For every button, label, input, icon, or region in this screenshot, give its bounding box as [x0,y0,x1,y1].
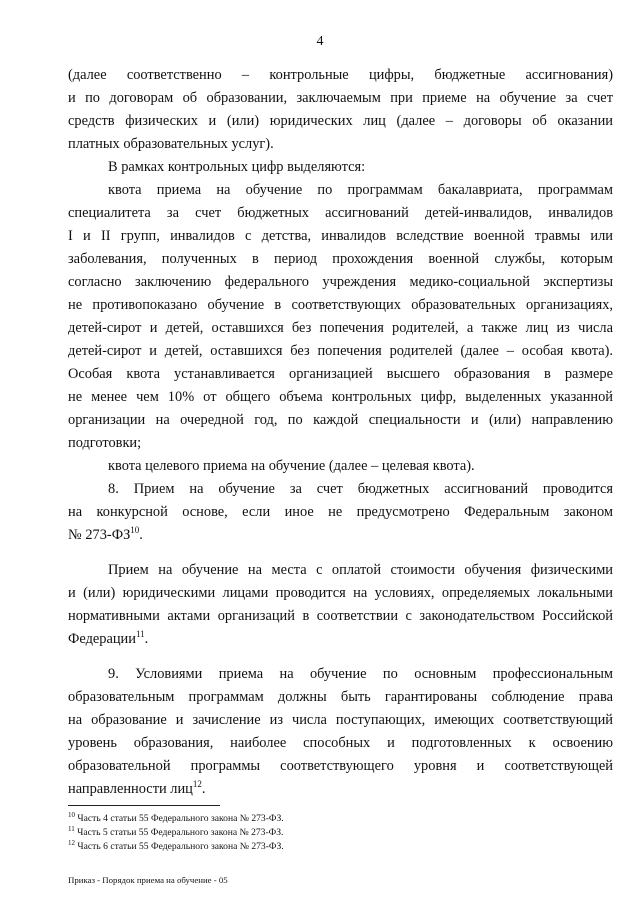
footnote-11 [68,826,284,840]
footnote-separator [68,805,220,806]
text-line [68,628,613,651]
text-line: специалитета за счет бюджетных ассигнований детей-инвалидов, инвалидов [68,205,613,221]
text-line: образовательным программам должны быть гарантированы соблюдение права [68,689,613,705]
text-line: платных образовательных услуг). [68,136,274,152]
text-line: детей-сирот и детей, оставшихся без попечения родителей, а также лиц из числа [68,320,613,336]
footnote-12 [68,840,284,854]
text-line: 9. Условиями приема на обучение по основным профессиональным [108,666,613,682]
text-line: на конкурсной основе, если иное не предусмотрено Федеральным законом [68,504,613,520]
body-text [68,64,613,801]
text-line: Прием на обучение на места с оплатой стоимости обучения физическими [108,562,613,578]
text-line: I и II групп, инвалидов с детства, инвалидов вследствие военной травмы или [68,228,613,244]
text-line: Особая квота устанавливается организацией высшего образования в размере [68,366,613,382]
text-line: и по договорам об образовании, заключаемым при приеме на обучение за счет [68,90,613,106]
footnote-ref-11: 11 [135,629,145,639]
text-line: квота приема на обучение по программам бакалавриата, программам [108,182,613,198]
text-line: детей-сирот и детей, оставшихся без попечения родителей (далее – особая квота). [68,343,613,359]
footnote-10 [68,812,284,826]
text-line: заболевания, полученных в период прохождения военной службы, которым [68,251,613,267]
period: . [201,781,206,797]
text-line: не менее чем 10% от общего объема контрольных цифр, выделенных указанной [68,389,613,405]
text-line: уровень образования, наиболее способных и подготовленных к освоению [68,735,613,751]
text-line: средств физических и (или) юридических лиц (далее – договоры об оказании [68,113,613,129]
footnote-text: Часть 6 статьи 55 Федерального закона № 273-ФЗ. [77,841,284,852]
text-line: квота целевого приема на обучение (далее – целевая квота). [108,458,475,474]
text-line: 8. Прием на обучение за счет бюджетных ассигнований проводится [108,481,613,497]
federation-word: Федерации [68,631,136,647]
page-number: 4 [316,34,324,49]
text-line: организации на очередной год, по каждой специальности и (или) направлению [68,412,613,428]
footnote-text: Часть 5 статьи 55 Федерального закона № 273-ФЗ. [77,827,284,838]
footnote-number: 10 [68,811,75,819]
text-line: не противопоказано обучение в соответствующих образовательных организациях, [68,297,613,313]
text-line: подготовки; [68,435,142,451]
text-line: нормативными актами организаций в соответствии с законодательством Российской [68,608,613,624]
text-line [68,524,613,547]
period: . [144,631,149,647]
footnote-number: 11 [68,825,75,833]
footnote-number: 12 [68,839,75,847]
period: . [139,527,143,543]
text-line: В рамках контрольных цифр выделяются: [108,159,366,175]
footnote-text: Часть 4 статьи 55 Федерального закона № 273-ФЗ. [77,813,284,824]
text-line: образовательной программы соответствующего уровня и соответствующей [68,758,613,774]
text-line: и (или) юридическими лицами проводится на условиях, определяемых локальными [68,585,613,601]
text-line: (далее соответственно – контрольные цифры, бюджетные ассигнования) [68,67,613,83]
footnote-ref-10: 10 [130,525,140,535]
page-footer: Приказ - Порядок приема на обучение - 05 [68,875,228,885]
text-line: на образование и зачисление из числа поступающих, имеющих соответствующий [68,712,613,728]
text-line: согласно заключению федерального учреждения медико-социальной экспертизы [68,274,613,290]
law-reference: № 273-ФЗ [68,527,131,543]
footnotes [68,812,284,854]
footnote-ref-12: 12 [192,779,202,789]
persons-word: направленности лиц [68,781,193,797]
text-line [68,778,613,801]
